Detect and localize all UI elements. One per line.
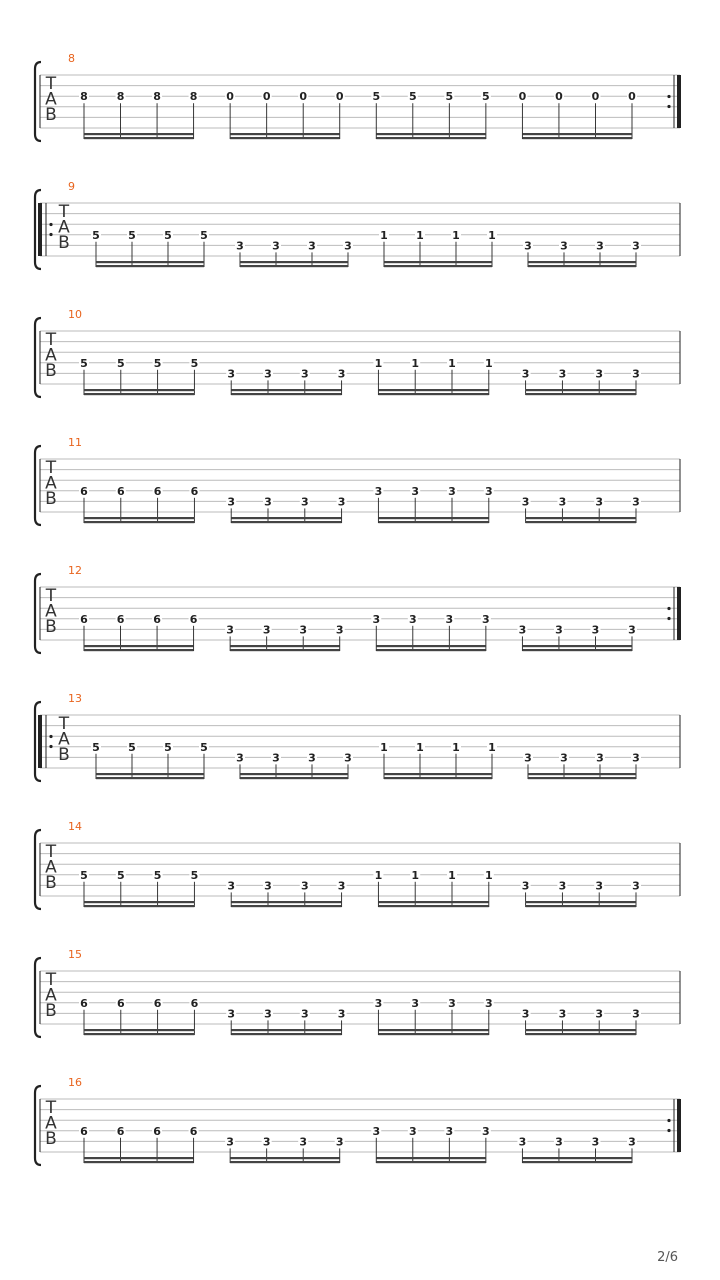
beam-primary xyxy=(528,261,636,263)
beam-secondary xyxy=(230,649,340,651)
fret-number: 3 xyxy=(264,1007,272,1021)
fret-number: 3 xyxy=(595,879,604,893)
fret-number: 8 xyxy=(80,90,88,104)
beam-secondary xyxy=(231,905,341,907)
fret-number: 5 xyxy=(92,228,100,242)
fret-number: 3 xyxy=(445,612,454,626)
fret-number: 0 xyxy=(555,90,563,104)
repeat-dot xyxy=(667,1119,670,1122)
beam-secondary xyxy=(230,1161,340,1163)
fret-number: 3 xyxy=(521,495,530,509)
tab-clef-letter: A xyxy=(45,345,57,366)
fret-number: 3 xyxy=(374,484,383,498)
fret-number: 3 xyxy=(337,367,346,381)
fret-number: 3 xyxy=(300,879,309,893)
tab-clef-letter: B xyxy=(45,1001,57,1021)
fret-number: 3 xyxy=(335,623,344,637)
fret-number: 3 xyxy=(272,751,280,765)
fret-number: 6 xyxy=(80,1124,88,1138)
fret-number: 3 xyxy=(524,751,532,765)
beam-secondary xyxy=(240,265,348,267)
beam-secondary xyxy=(384,265,492,267)
beam-secondary xyxy=(528,777,636,779)
beam-primary xyxy=(84,517,194,519)
fret-number: 3 xyxy=(372,612,381,626)
tab-system xyxy=(35,564,681,653)
repeat-start-thick xyxy=(38,715,42,768)
beam-primary xyxy=(522,1157,632,1159)
fret-number: 3 xyxy=(560,239,568,253)
fret-number: 3 xyxy=(595,367,604,381)
fret-number: 5 xyxy=(116,356,125,370)
tab-clef-letter: T xyxy=(58,714,70,734)
fret-number: 3 xyxy=(344,239,352,253)
beam-secondary xyxy=(96,777,204,779)
tab-clef-letter: T xyxy=(45,330,57,350)
fret-number: 3 xyxy=(337,495,346,509)
fret-number: 3 xyxy=(227,367,236,381)
beam-primary xyxy=(378,517,488,519)
beam-secondary xyxy=(84,905,194,907)
fret-number: 3 xyxy=(308,239,316,253)
fret-number: 5 xyxy=(92,740,100,754)
beam-secondary xyxy=(526,521,636,523)
fret-number: 6 xyxy=(116,996,125,1010)
fret-number: 1 xyxy=(416,740,424,754)
repeat-dot xyxy=(667,617,670,620)
fret-number: 6 xyxy=(189,1124,198,1138)
repeat-start-thick xyxy=(38,203,42,256)
measure-number: 13 xyxy=(68,692,82,705)
tab-system xyxy=(35,180,680,269)
tab-clef-letter: B xyxy=(45,105,57,125)
beam-secondary xyxy=(84,137,194,139)
beam-primary xyxy=(231,389,341,391)
beam-primary xyxy=(378,389,488,391)
fret-number: 3 xyxy=(335,1135,344,1149)
fret-number: 3 xyxy=(448,996,456,1010)
tab-clef-letter: B xyxy=(45,361,57,381)
fret-number: 5 xyxy=(128,228,136,242)
tab-system xyxy=(35,436,680,525)
fret-number: 3 xyxy=(299,623,308,637)
fret-number: 5 xyxy=(153,868,162,882)
beam-primary xyxy=(96,773,204,775)
page-number: 2/6 xyxy=(657,1250,678,1265)
tab-clef-letter: B xyxy=(45,489,57,509)
measure-number: 10 xyxy=(68,308,82,321)
beam-secondary xyxy=(378,521,488,523)
fret-number: 1 xyxy=(448,356,456,370)
fret-number: 3 xyxy=(372,1124,381,1138)
fret-number: 5 xyxy=(80,868,88,882)
fret-number: 3 xyxy=(227,495,236,509)
beam-primary xyxy=(240,261,348,263)
beam-primary xyxy=(528,773,636,775)
fret-number: 0 xyxy=(226,90,234,104)
fret-number: 1 xyxy=(374,356,383,370)
fret-number: 3 xyxy=(264,879,272,893)
fret-number: 3 xyxy=(632,495,640,509)
tab-clef-letter: B xyxy=(58,745,70,765)
fret-number: 3 xyxy=(632,239,640,253)
fret-number: 3 xyxy=(300,367,309,381)
measure-number: 15 xyxy=(68,948,82,961)
fret-number: 5 xyxy=(200,740,208,754)
beam-secondary xyxy=(240,777,348,779)
fret-number: 3 xyxy=(558,879,567,893)
beam-primary xyxy=(230,645,340,647)
fret-number: 3 xyxy=(632,367,640,381)
beam-primary xyxy=(522,133,632,135)
beam-secondary xyxy=(96,265,204,267)
fret-number: 3 xyxy=(596,751,604,765)
fret-number: 0 xyxy=(591,90,600,104)
tab-clef-letter: A xyxy=(45,601,57,622)
fret-number: 3 xyxy=(236,239,244,253)
tab-system xyxy=(35,820,680,909)
tab-clef-letter: T xyxy=(45,970,57,990)
beam-secondary xyxy=(84,521,194,523)
fret-number: 3 xyxy=(521,367,530,381)
fret-number: 3 xyxy=(596,239,604,253)
beam-primary xyxy=(376,645,486,647)
fret-number: 1 xyxy=(411,356,420,370)
fret-number: 3 xyxy=(300,495,309,509)
beam-primary xyxy=(378,1029,488,1031)
fret-number: 3 xyxy=(408,1124,417,1138)
repeat-dot xyxy=(49,735,52,738)
fret-number: 8 xyxy=(189,90,198,104)
fret-number: 6 xyxy=(190,996,199,1010)
fret-number: 3 xyxy=(560,751,568,765)
beam-secondary xyxy=(378,1033,488,1035)
fret-number: 3 xyxy=(408,612,417,626)
beam-secondary xyxy=(84,1161,194,1163)
fret-number: 3 xyxy=(262,1135,271,1149)
measure-number: 12 xyxy=(68,564,82,577)
fret-number: 3 xyxy=(518,1135,527,1149)
beam-secondary xyxy=(384,777,492,779)
tab-clef-letter: T xyxy=(45,74,57,94)
fret-number: 3 xyxy=(448,484,456,498)
beam-primary xyxy=(384,261,492,263)
fret-number: 8 xyxy=(116,90,125,104)
fret-number: 6 xyxy=(153,612,161,626)
fret-number: 3 xyxy=(524,239,532,253)
fret-number: 5 xyxy=(116,868,125,882)
fret-number: 3 xyxy=(628,1135,636,1149)
beam-primary xyxy=(84,901,194,903)
fret-number: 6 xyxy=(116,612,125,626)
beam-secondary xyxy=(84,1033,194,1035)
fret-number: 3 xyxy=(632,1007,640,1021)
beam-primary xyxy=(526,389,636,391)
fret-number: 3 xyxy=(411,996,420,1010)
tab-clef-letter: A xyxy=(45,89,57,110)
fret-number: 6 xyxy=(153,484,162,498)
fret-number: 3 xyxy=(337,879,346,893)
fret-number: 0 xyxy=(262,90,271,104)
repeat-dot xyxy=(667,1129,670,1132)
repeat-dot xyxy=(49,223,52,226)
beam-primary xyxy=(96,261,204,263)
fret-number: 6 xyxy=(189,612,198,626)
tab-clef-letter: A xyxy=(45,1113,57,1134)
beam-secondary xyxy=(84,649,194,651)
repeat-dot xyxy=(667,607,670,610)
fret-number: 3 xyxy=(411,484,420,498)
fret-number: 3 xyxy=(308,751,316,765)
repeat-dot xyxy=(49,233,52,236)
beam-primary xyxy=(84,133,194,135)
fret-number: 5 xyxy=(164,740,172,754)
beam-primary xyxy=(522,645,632,647)
beam-primary xyxy=(376,1157,486,1159)
fret-number: 0 xyxy=(335,90,344,104)
fret-number: 3 xyxy=(227,1007,236,1021)
fret-number: 1 xyxy=(488,228,496,242)
fret-number: 3 xyxy=(555,1135,563,1149)
fret-number: 1 xyxy=(484,356,493,370)
fret-number: 3 xyxy=(344,751,352,765)
repeat-dot xyxy=(667,95,670,98)
tab-clef-letter: B xyxy=(45,617,57,637)
fret-number: 3 xyxy=(482,1124,490,1138)
fret-number: 6 xyxy=(80,484,88,498)
measure-number: 14 xyxy=(68,820,82,833)
beam-secondary xyxy=(526,393,636,395)
beam-secondary xyxy=(378,393,488,395)
beam-primary xyxy=(526,517,636,519)
tab-clef-letter: A xyxy=(58,217,70,238)
tab-clef-letter: T xyxy=(45,1098,57,1118)
fret-number: 5 xyxy=(164,228,172,242)
beam-primary xyxy=(240,773,348,775)
fret-number: 3 xyxy=(445,1124,454,1138)
beam-secondary xyxy=(526,905,636,907)
beam-secondary xyxy=(376,1161,486,1163)
beam-secondary xyxy=(376,649,486,651)
fret-number: 5 xyxy=(445,90,454,104)
beam-secondary xyxy=(378,905,488,907)
fret-number: 3 xyxy=(262,623,271,637)
beam-primary xyxy=(378,901,488,903)
fret-number: 5 xyxy=(190,356,199,370)
tab-clef-letter: T xyxy=(45,842,57,862)
fret-number: 6 xyxy=(153,996,162,1010)
beam-primary xyxy=(384,773,492,775)
beam-primary xyxy=(84,645,194,647)
beam-secondary xyxy=(231,521,341,523)
fret-number: 5 xyxy=(80,356,88,370)
fret-number: 3 xyxy=(555,623,563,637)
fret-number: 3 xyxy=(484,996,493,1010)
fret-number: 3 xyxy=(595,1007,604,1021)
fret-number: 6 xyxy=(190,484,199,498)
fret-number: 1 xyxy=(452,740,460,754)
beam-secondary xyxy=(376,137,486,139)
fret-number: 0 xyxy=(518,90,527,104)
fret-number: 3 xyxy=(521,1007,530,1021)
fret-number: 3 xyxy=(272,239,280,253)
fret-number: 5 xyxy=(153,356,162,370)
beam-primary xyxy=(526,1029,636,1031)
fret-number: 3 xyxy=(299,1135,308,1149)
fret-number: 3 xyxy=(521,879,530,893)
fret-number: 3 xyxy=(632,879,640,893)
fret-number: 3 xyxy=(374,996,383,1010)
measure-number: 11 xyxy=(68,436,82,449)
beam-secondary xyxy=(230,137,340,139)
fret-number: 3 xyxy=(558,495,567,509)
beam-primary xyxy=(230,1157,340,1159)
beam-primary xyxy=(231,1029,341,1031)
beam-primary xyxy=(84,389,194,391)
fret-number: 3 xyxy=(632,751,640,765)
fret-number: 3 xyxy=(558,1007,567,1021)
fret-number: 1 xyxy=(374,868,383,882)
tab-system xyxy=(35,52,681,141)
fret-number: 6 xyxy=(153,1124,161,1138)
tab-system xyxy=(35,948,680,1037)
beam-primary xyxy=(230,133,340,135)
fret-number: 3 xyxy=(226,623,234,637)
tab-clef-letter: A xyxy=(45,857,57,878)
fret-number: 5 xyxy=(128,740,136,754)
beam-primary xyxy=(84,1157,194,1159)
fret-number: 6 xyxy=(80,612,88,626)
beam-secondary xyxy=(84,393,194,395)
measure-number: 9 xyxy=(68,180,75,193)
fret-number: 5 xyxy=(372,90,381,104)
tab-clef-letter: A xyxy=(58,729,70,750)
tab-clef-letter: A xyxy=(45,473,57,494)
fret-number: 3 xyxy=(482,612,490,626)
fret-number: 3 xyxy=(227,879,236,893)
beam-primary xyxy=(231,901,341,903)
beam-secondary xyxy=(522,1161,632,1163)
fret-number: 3 xyxy=(628,623,636,637)
fret-number: 3 xyxy=(226,1135,234,1149)
beam-primary xyxy=(526,901,636,903)
tab-clef-letter: T xyxy=(45,458,57,478)
measure-number: 16 xyxy=(68,1076,82,1089)
fret-number: 3 xyxy=(264,367,272,381)
fret-number: 5 xyxy=(200,228,208,242)
fret-number: 1 xyxy=(448,868,456,882)
fret-number: 6 xyxy=(116,484,125,498)
fret-number: 5 xyxy=(190,868,199,882)
tab-clef-letter: T xyxy=(45,586,57,606)
fret-number: 3 xyxy=(591,1135,600,1149)
fret-number: 3 xyxy=(300,1007,309,1021)
fret-number: 6 xyxy=(80,996,88,1010)
beam-secondary xyxy=(522,649,632,651)
fret-number: 3 xyxy=(518,623,527,637)
repeat-end-thick xyxy=(677,75,681,128)
tab-clef-letter: A xyxy=(45,985,57,1006)
fret-number: 1 xyxy=(380,228,388,242)
fret-number: 3 xyxy=(264,495,272,509)
tab-system xyxy=(35,692,680,781)
fret-number: 1 xyxy=(452,228,460,242)
fret-number: 5 xyxy=(482,90,490,104)
tab-clef-letter: T xyxy=(58,202,70,222)
beam-secondary xyxy=(528,265,636,267)
beam-secondary xyxy=(231,1033,341,1035)
fret-number: 3 xyxy=(591,623,600,637)
beam-primary xyxy=(231,517,341,519)
fret-number: 0 xyxy=(628,90,636,104)
beam-secondary xyxy=(526,1033,636,1035)
fret-number: 8 xyxy=(153,90,161,104)
fret-number: 3 xyxy=(595,495,604,509)
beam-primary xyxy=(376,133,486,135)
fret-number: 0 xyxy=(299,90,308,104)
tab-clef-letter: B xyxy=(58,233,70,253)
repeat-dot xyxy=(49,745,52,748)
fret-number: 6 xyxy=(116,1124,125,1138)
fret-number: 3 xyxy=(484,484,493,498)
tab-system xyxy=(35,308,680,397)
fret-number: 3 xyxy=(558,367,567,381)
tab-system xyxy=(35,1076,681,1165)
fret-number: 1 xyxy=(380,740,388,754)
beam-primary xyxy=(84,1029,194,1031)
repeat-end-thick xyxy=(677,587,681,640)
repeat-end-thick xyxy=(677,1099,681,1152)
fret-number: 1 xyxy=(484,868,493,882)
measure-number: 8 xyxy=(68,52,75,65)
fret-number: 1 xyxy=(416,228,424,242)
fret-number: 1 xyxy=(411,868,420,882)
fret-number: 5 xyxy=(408,90,417,104)
beam-secondary xyxy=(522,137,632,139)
beam-secondary xyxy=(231,393,341,395)
tab-clef-letter: B xyxy=(45,873,57,893)
fret-number: 3 xyxy=(337,1007,346,1021)
tab-clef-letter: B xyxy=(45,1129,57,1149)
fret-number: 1 xyxy=(488,740,496,754)
fret-number: 3 xyxy=(236,751,244,765)
repeat-dot xyxy=(667,105,670,108)
